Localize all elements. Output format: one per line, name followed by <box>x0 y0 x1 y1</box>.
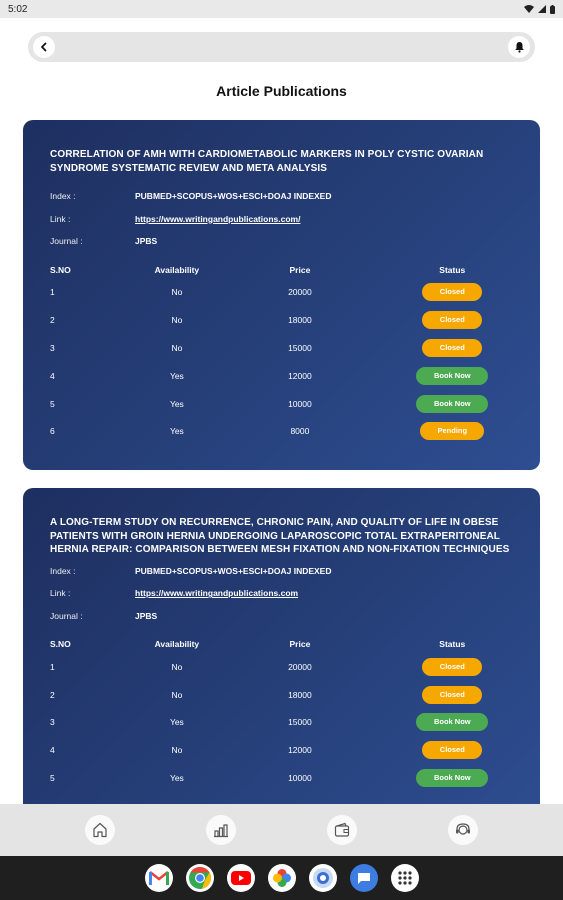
status-badge-closed: Closed <box>422 283 482 301</box>
bottom-nav <box>0 804 563 856</box>
row-price: 18000 <box>288 689 312 700</box>
youtube-app[interactable] <box>227 864 255 892</box>
table-row <box>50 764 513 792</box>
nav-support-button[interactable] <box>448 815 478 845</box>
row-price: 18000 <box>288 315 312 326</box>
pricing-table <box>50 635 513 792</box>
col-status: Status <box>439 264 466 275</box>
col-sno: S.NO <box>50 264 71 275</box>
status-badge-closed: Closed <box>422 686 482 704</box>
table-row <box>50 736 513 764</box>
row-availability: Yes <box>169 717 184 728</box>
row-sno: 5 <box>50 398 55 409</box>
photos-icon <box>272 868 292 888</box>
col-status: Status <box>439 639 466 649</box>
row-sno: 5 <box>50 773 55 784</box>
row-sno: 3 <box>50 342 55 353</box>
col-price: Price <box>289 639 311 649</box>
status-time: 5:02 <box>8 3 28 15</box>
row-availability: Yes <box>169 370 184 381</box>
system-dock <box>0 856 563 900</box>
article-meta <box>50 560 513 628</box>
link-row <box>50 208 513 231</box>
messages-app[interactable] <box>350 864 378 892</box>
table-row <box>50 417 513 445</box>
pricing-table <box>50 261 513 446</box>
article-card <box>23 120 540 470</box>
book-now-button[interactable]: Book Now <box>416 395 488 413</box>
table-row <box>50 334 513 362</box>
nav-wallet-button[interactable] <box>327 815 357 845</box>
chrome-icon <box>188 866 212 890</box>
link-label: Link : <box>50 588 71 599</box>
back-button[interactable] <box>33 36 55 58</box>
row-availability: Yes <box>169 773 184 784</box>
row-price: 8000 <box>290 426 310 437</box>
journal-row <box>50 230 513 253</box>
index-label: Index : <box>50 565 76 576</box>
index-value: PUBMED+SCOPUS+WOS+ESCI+DOAJ INDEXED <box>135 565 332 576</box>
row-price: 20000 <box>288 661 312 672</box>
row-sno: 4 <box>50 370 55 381</box>
gmail-app[interactable] <box>145 864 173 892</box>
row-availability: No <box>171 745 183 756</box>
col-price: Price <box>289 264 311 275</box>
journal-label: Journal : <box>50 610 83 621</box>
index-row <box>50 185 513 208</box>
book-now-button[interactable]: Book Now <box>416 713 488 731</box>
link-row <box>50 582 513 605</box>
row-price: 10000 <box>288 398 312 409</box>
nav-home-button[interactable] <box>85 815 115 845</box>
article-title: CORRELATION OF AMH WITH CARDIOMETABOLIC MARKERS IN POLY CYSTIC OVARIAN SYNDROME SYSTEMATIC REVIEW AND META ANALYSIS <box>50 149 484 174</box>
row-price: 12000 <box>288 370 312 381</box>
status-badge-pending: Pending <box>420 422 484 440</box>
row-sno: 4 <box>50 745 55 756</box>
index-row <box>50 560 513 583</box>
journal-value: JPBS <box>135 610 158 621</box>
row-sno: 1 <box>50 287 55 298</box>
table-row <box>50 681 513 709</box>
book-now-button[interactable]: Book Now <box>416 367 488 385</box>
signal-icon <box>538 5 546 13</box>
support-icon <box>454 821 472 839</box>
row-availability: No <box>171 287 183 298</box>
status-badge-closed: Closed <box>422 311 482 329</box>
article-title: A LONG-TERM STUDY ON RECURRENCE, CHRONIC PAIN, AND QUALITY OF LIFE IN OBESE PATIENTS WITH GROIN HERNIA UNDERGOING LAPAROSCOPIC TOTAL EXTRAPERITONEAL HERNIA REPAIR: COMPARISON BETWEEN MESH FIXATION AND NON-FIXATION TECHNIQUES <box>50 517 510 555</box>
app5-app[interactable] <box>309 864 337 892</box>
index-label: Index : <box>50 191 76 202</box>
row-sno: 2 <box>50 315 55 326</box>
table-row <box>50 653 513 681</box>
row-availability: Yes <box>169 398 184 409</box>
top-bar <box>28 32 535 62</box>
status-badge-closed: Closed <box>422 339 482 357</box>
article-link[interactable]: https://www.writingandpublications.com/ <box>135 213 301 224</box>
article-link[interactable]: https://www.writingandpublications.com <box>135 588 299 599</box>
row-price: 15000 <box>288 717 312 728</box>
row-availability: No <box>171 661 183 672</box>
table-header <box>50 261 513 279</box>
table-row <box>50 306 513 334</box>
row-price: 15000 <box>288 342 312 353</box>
photos-app[interactable] <box>268 864 296 892</box>
battery-icon <box>550 5 555 14</box>
article-list[interactable] <box>0 118 563 804</box>
page-title: Article Publications <box>216 83 347 99</box>
bell-icon <box>514 41 525 53</box>
row-sno: 1 <box>50 661 55 672</box>
chart-icon <box>212 821 230 839</box>
chrome-app[interactable] <box>186 864 214 892</box>
home-icon <box>91 821 109 839</box>
youtube-icon <box>231 871 251 885</box>
book-now-button[interactable]: Book Now <box>416 769 488 787</box>
index-value: PUBMED+SCOPUS+WOS+ESCI+DOAJ INDEXED <box>135 191 332 202</box>
table-row <box>50 362 513 390</box>
row-availability: No <box>171 315 183 326</box>
col-availability: Availability <box>154 264 200 275</box>
article-card <box>23 488 540 804</box>
journal-value: JPBS <box>135 236 158 247</box>
nav-stats-button[interactable] <box>206 815 236 845</box>
table-header <box>50 635 513 653</box>
col-availability: Availability <box>154 639 200 649</box>
wallet-icon <box>333 821 351 839</box>
wifi-icon <box>524 5 534 13</box>
messages-icon <box>356 870 372 886</box>
status-badge-closed: Closed <box>422 658 482 676</box>
table-row <box>50 279 513 307</box>
table-row <box>50 709 513 737</box>
notification-button[interactable] <box>508 36 530 58</box>
table-row <box>50 390 513 418</box>
app-drawer-icon <box>397 870 413 886</box>
journal-row <box>50 605 513 628</box>
chevron-left-icon <box>39 42 49 52</box>
article-meta <box>50 185 513 253</box>
row-price: 10000 <box>288 773 312 784</box>
row-price: 20000 <box>288 287 312 298</box>
row-availability: No <box>171 342 183 353</box>
status-badge-closed: Closed <box>422 741 482 759</box>
row-availability: No <box>171 689 183 700</box>
row-availability: Yes <box>169 426 184 437</box>
row-sno: 2 <box>50 689 55 700</box>
row-price: 12000 <box>288 745 312 756</box>
status-icons <box>524 5 555 14</box>
row-sno: 3 <box>50 717 55 728</box>
status-bar <box>0 0 563 18</box>
col-sno: S.NO <box>50 639 71 649</box>
gmail-icon <box>149 870 169 886</box>
row-sno: 6 <box>50 426 55 437</box>
journal-label: Journal : <box>50 236 83 247</box>
link-label: Link : <box>50 213 71 224</box>
app-drawer-button[interactable] <box>391 864 419 892</box>
app5-icon <box>312 867 334 889</box>
